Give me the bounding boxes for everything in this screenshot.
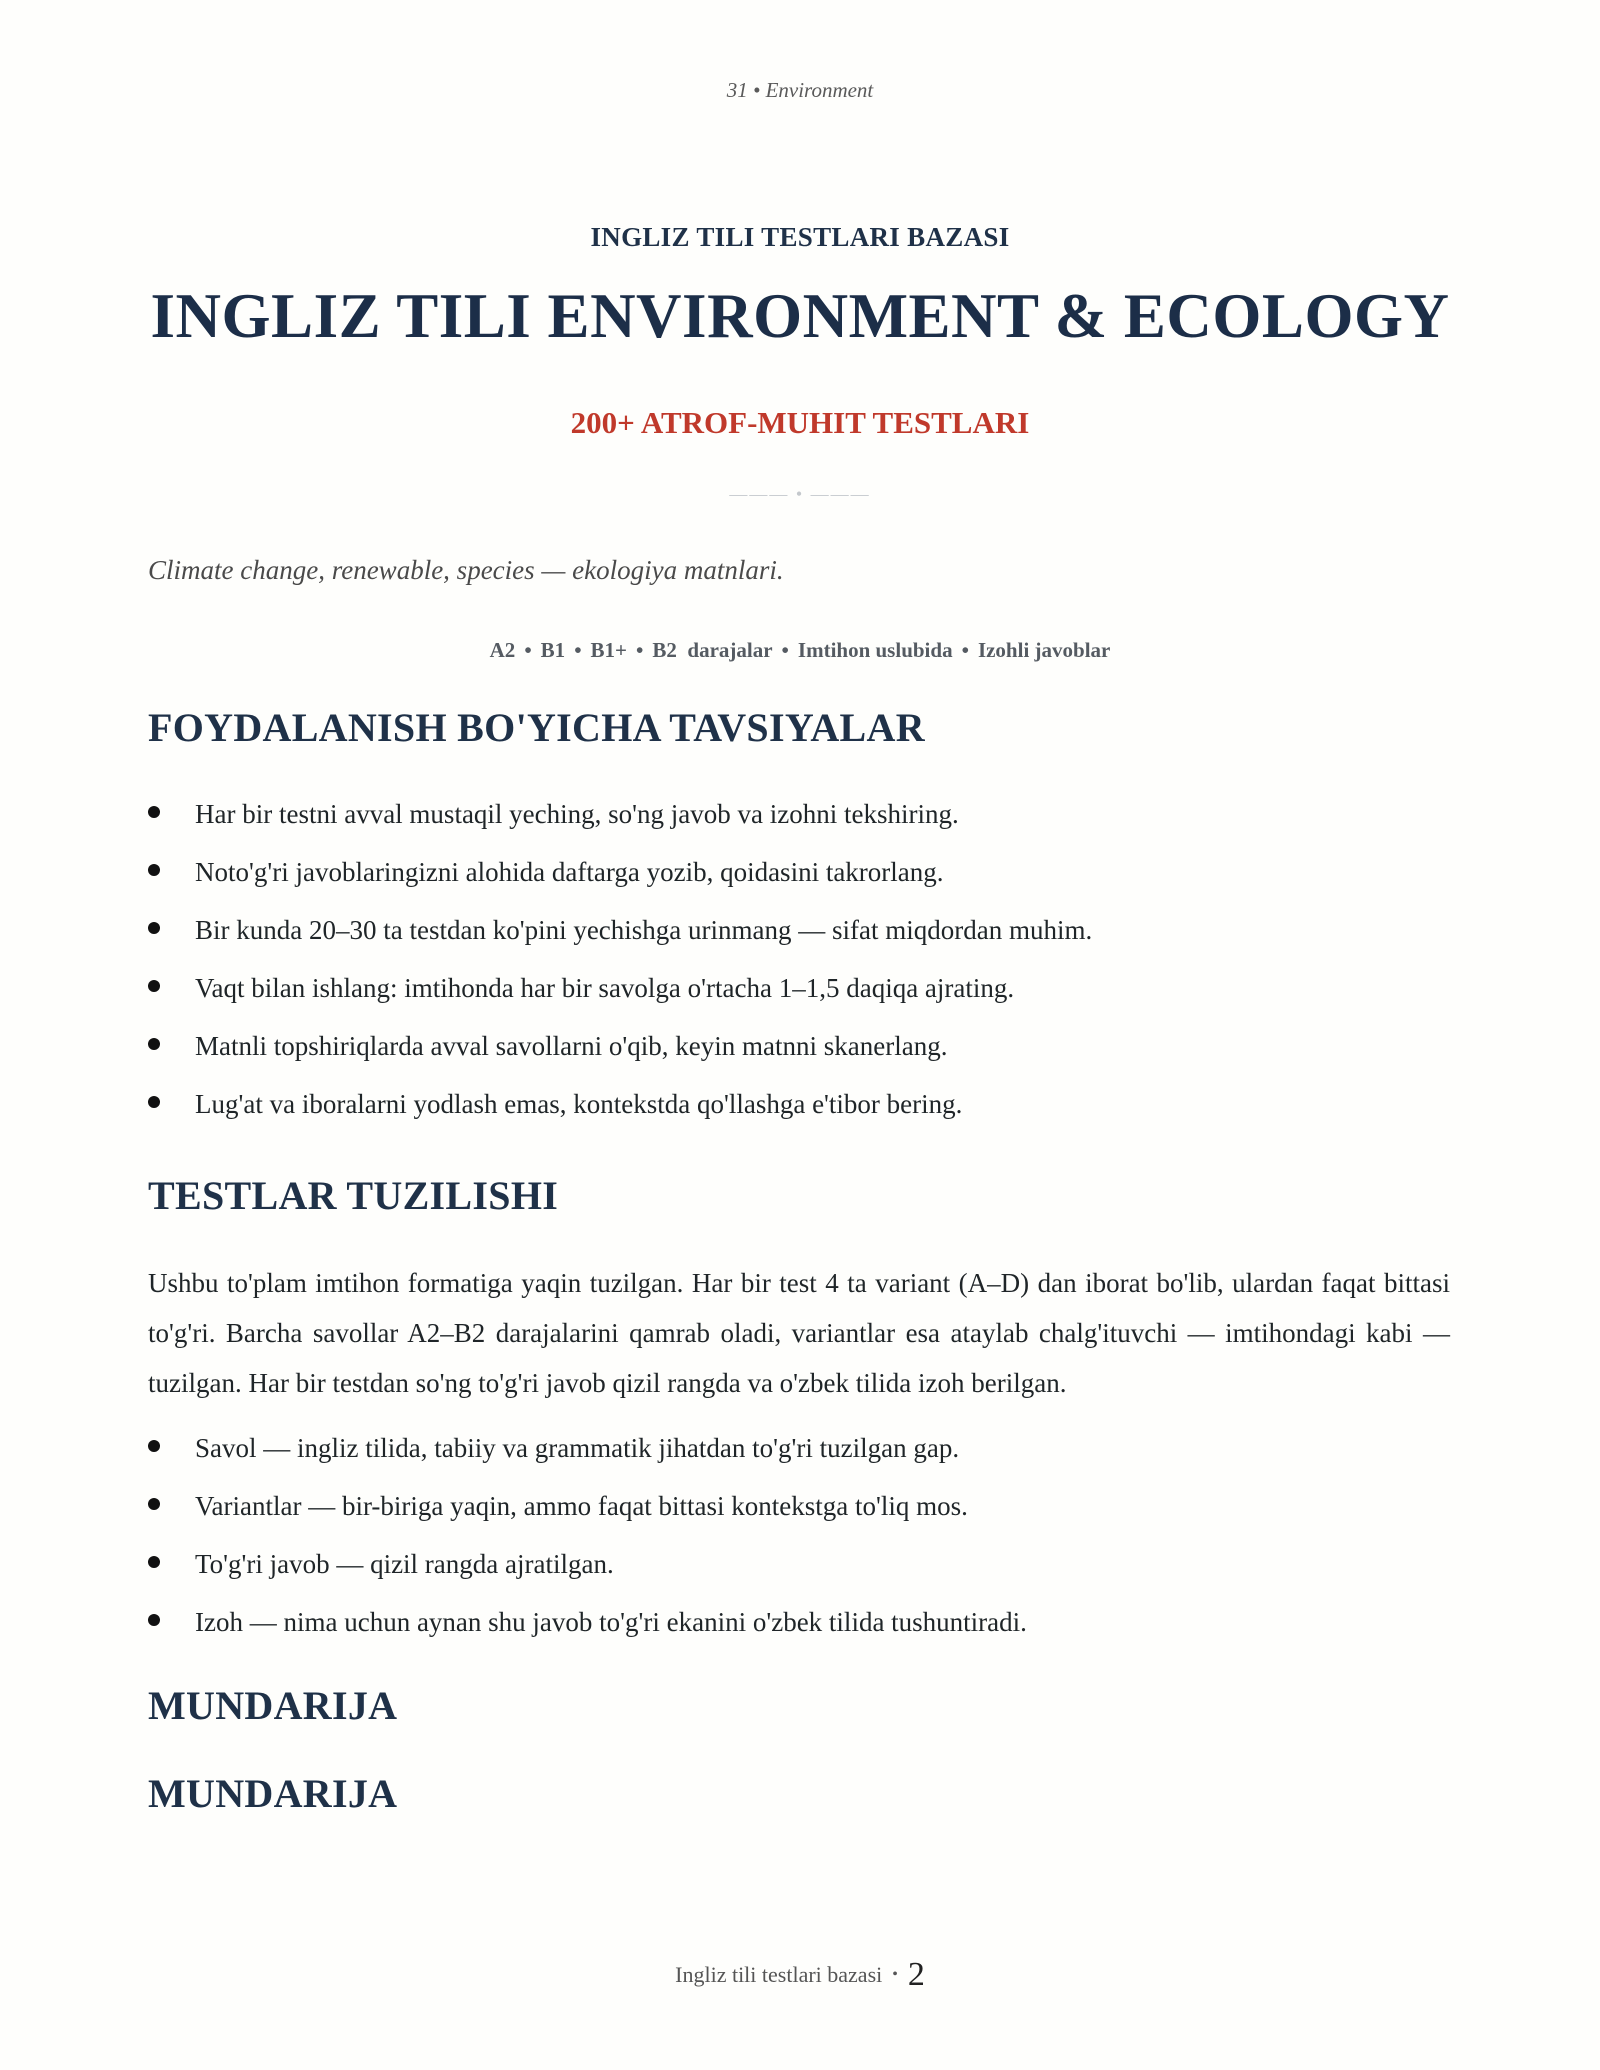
bullet-dot bbox=[148, 1498, 160, 1510]
footer-separator: • bbox=[892, 1966, 898, 1983]
page-subtitle: 200+ ATROF-MUHIT TESTLARI bbox=[570, 405, 1030, 440]
bullet-dot bbox=[148, 1556, 160, 1568]
list-item bbox=[148, 1546, 1448, 1604]
list-item-text: To'g'ri javob — qizil rangda ajratilgan. bbox=[195, 1549, 614, 1579]
page-footer bbox=[0, 1956, 1600, 1994]
level-tag: B1+ bbox=[590, 638, 628, 662]
levels-line bbox=[0, 638, 1600, 663]
section-heading-contents: MUNDARIJA bbox=[148, 1683, 398, 1728]
list-item bbox=[148, 912, 1448, 970]
bullet-separator: • bbox=[636, 638, 644, 662]
page-title: INGLIZ TILI ENVIRONMENT & ECOLOGY bbox=[150, 281, 1450, 351]
level-tag: Izohli javoblar bbox=[977, 638, 1111, 662]
series-kicker: INGLIZ TILI TESTLARI BAZASI bbox=[590, 222, 1010, 252]
list-item bbox=[148, 1430, 1448, 1488]
list-item bbox=[148, 1028, 1448, 1086]
tips-list bbox=[148, 796, 1448, 1144]
page-number: 2 bbox=[907, 1956, 925, 1993]
bullet-separator: • bbox=[781, 638, 789, 662]
level-tag: B2 darajalar bbox=[652, 638, 773, 662]
running-head: 31 • Environment bbox=[726, 78, 874, 102]
list-item-text: Matnli topshiriqlarda avval savollarni o'qib, keyin matnni skanerlang. bbox=[195, 1031, 948, 1061]
list-item bbox=[148, 854, 1448, 912]
tagline: Climate change, renewable, species — ekologiya matnlari. bbox=[148, 555, 784, 585]
list-item bbox=[148, 1488, 1448, 1546]
bullet-dot bbox=[148, 1440, 160, 1452]
list-item-text: Savol — ingliz tilida, tabiiy va grammatik jihatdan to'g'ri tuzilgan gap. bbox=[195, 1433, 960, 1463]
bullet-separator: • bbox=[574, 638, 582, 662]
list-item-text: Variantlar — bir-biriga yaqin, ammo faqat bittasi kontekstga to'liq mos. bbox=[195, 1491, 968, 1521]
list-item-text: Izoh — nima uchun aynan shu javob to'g'ri ekanini o'zbek tilida tushuntiradi. bbox=[195, 1607, 1027, 1637]
bullet-dot bbox=[148, 980, 160, 992]
section-heading-tips: FOYDALANISH BO'YICHA TAVSIYALAR bbox=[148, 705, 925, 750]
list-item bbox=[148, 1604, 1448, 1662]
bullet-separator: • bbox=[961, 638, 969, 662]
footer-text: Ingliz tili testlari bazasi bbox=[675, 1962, 883, 1987]
list-item bbox=[148, 1086, 1448, 1144]
list-item-text: Noto'g'ri javoblaringizni alohida daftarga yozib, qoidasini takrorlang. bbox=[195, 857, 944, 887]
structure-list bbox=[148, 1430, 1448, 1662]
level-tag: Imtihon uslubida bbox=[797, 638, 953, 662]
bullet-dot bbox=[148, 1038, 160, 1050]
ornament-divider: ——— • ——— bbox=[729, 484, 871, 504]
level-tag: A2 bbox=[489, 638, 516, 662]
bullet-dot bbox=[148, 1614, 160, 1626]
structure-paragraph: Ushbu to'plam imtihon formatiga yaqin tuzilgan. Har bir test 4 ta variant (A–D) dan iborat bo'lib, ulardan faqat bittasi to'g'ri. Barcha savollar A2–B2 darajalarini qamrab oladi, variantlar esa ataylab chalg'ituvchi — imtihondagi kabi — tuzilgan. Har bir testdan so'ng to'g'ri javob qizil rangda va o'zbek tilida izoh berilgan. bbox=[148, 1268, 1450, 1398]
bullet-dot bbox=[148, 1096, 160, 1108]
list-item-text: Bir kunda 20–30 ta testdan ko'pini yechishga urinmang — sifat miqdordan muhim. bbox=[195, 915, 1093, 945]
bullet-dot bbox=[148, 806, 160, 818]
section-heading-contents-repeat: MUNDARIJA bbox=[148, 1771, 398, 1816]
list-item-text: Vaqt bilan ishlang: imtihonda har bir savolga o'rtacha 1–1,5 daqiqa ajrating. bbox=[195, 973, 1015, 1003]
bullet-dot bbox=[148, 864, 160, 876]
section-heading-structure: TESTLAR TUZILISHI bbox=[148, 1173, 559, 1218]
list-item-text: Har bir testni avval mustaqil yeching, so'ng javob va izohni tekshiring. bbox=[195, 799, 959, 829]
list-item bbox=[148, 796, 1448, 854]
bullet-separator: • bbox=[524, 638, 532, 662]
list-item bbox=[148, 970, 1448, 1028]
level-tag: B1 bbox=[540, 638, 566, 662]
list-item-text: Lug'at va iboralarni yodlash emas, kontekstda qo'llashga e'tibor bering. bbox=[195, 1089, 963, 1119]
bullet-dot bbox=[148, 922, 160, 934]
